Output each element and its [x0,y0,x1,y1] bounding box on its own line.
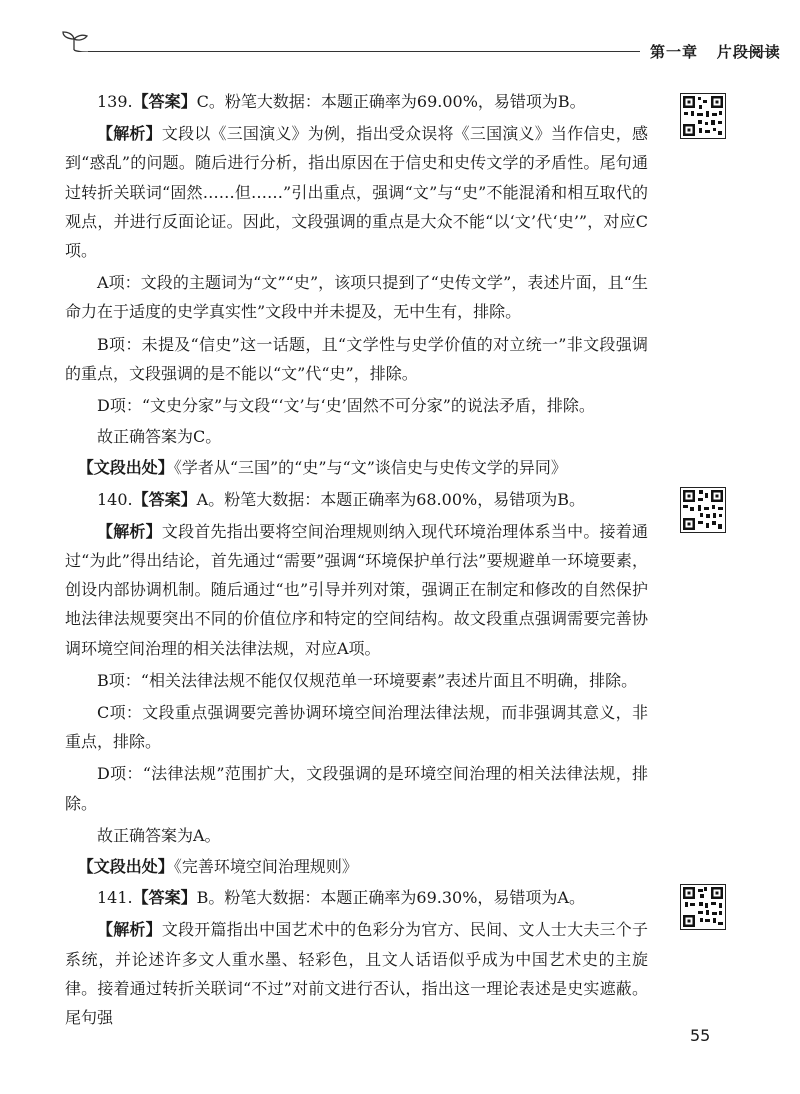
analysis-tag: 【解析】 [97,521,162,541]
qr-code-icon[interactable] [680,884,726,930]
qr-code-icon[interactable] [680,487,726,533]
q139-answer [65,87,648,116]
q139-option-a: A项：文段的主题词为“文”“史”，该项只提到了“史传文学”，表述片面，且“生命力在于适度的史学真实性”文段中并未提及，无中生有，排除。 [65,273,648,322]
q140-source-text: 《完善环境空间治理规则》 [173,857,358,877]
q140-answer [65,485,648,514]
q139-option-b: B项：未提及“信史”这一话题，且“文学性与史学价值的对立统一”非文段强调的重点，文段强调的是不能以“文”代“史”，排除。 [65,334,648,383]
q140-source [65,852,648,881]
q139-analysis-text: 文段以《三国演义》为例，指出受众误将《三国演义》当作信史，感到“惑乱”的问题。随后进行分析，指出原因在于信史和史传文学的矛盾性。尾句通过转折关联词“固然……但……”引出重点，强调“文”与“史”不能混淆和相互取代的观点，并进行反面论证。因此，文段强调的重点是大众不能“以‘文’代‘史’”，对应C项。 [65,124,648,261]
answer-tag: 【答案】 [132,888,197,908]
q139-source [65,453,648,482]
q141-answer [65,883,648,912]
q139-number: 139. [97,92,133,111]
page-body [65,87,648,1035]
q140-option-d: D项：“法律法规”范围扩大，文段强调的是环境空间治理的相关法律法规，排除。 [65,764,648,813]
q140-number: 140. [97,489,133,509]
answer-tag: 【答案】 [132,489,197,509]
header-rule-left [88,51,640,52]
answer-tag: 【答案】 [132,92,197,111]
source-tag: 【文段出处】 [77,857,174,877]
q141-answer-text: B。粉笔大数据：本题正确率为69.30%，易错项为A。 [196,888,585,908]
analysis-tag: 【解析】 [97,920,162,940]
q141-number: 141. [97,888,133,908]
header-rule-right [746,51,778,52]
q139-source-text: 《学者从“三国”的“史”与“文”谈信史与史传文学的异同》 [173,458,567,478]
q140-option-b: B项：“相关法律法规不能仅仅规范单一环境要素”表述片面且不明确，排除。 [97,670,638,690]
q140-answer-text: A。粉笔大数据：本题正确率为68.00%，易错项为B。 [196,489,585,509]
q140-conclusion: 故正确答案为A。 [97,825,221,845]
sprout-icon [60,30,90,52]
source-tag: 【文段出处】 [77,458,174,478]
analysis-tag: 【解析】 [97,124,162,144]
q139-option-d: D项：“文史分家”与文段“‘文’与‘史’固然不可分家”的说法矛盾，排除。 [97,396,595,416]
q141-analysis [65,915,648,1032]
q139-answer-text: C。粉笔大数据：本题正确率为69.00%，易错项为B。 [196,92,586,111]
qr-code-icon[interactable] [680,93,726,139]
q139-analysis [65,119,648,265]
q140-analysis-text: 文段首先指出要将空间治理规则纳入现代环境治理体系当中。接着通过“为此”得出结论，首先通过“需要”强调“环境保护单行法”要规避单一环境要素，创设内部协调机制。随后通过“也”引导并列对策，强调正在制定和修改的自然保护地法律法规要突出不同的价值位序和特定的空间结构。故文段重点强调需要完善协调环境空间治理的相关法律法规，对应A项。 [65,521,648,658]
section-label: 片段阅读 [716,43,781,61]
q141-analysis-text: 文段开篇指出中国艺术中的色彩分为官方、民间、文人士大夫三个子系统，并论述许多文人重水墨、轻彩色，且文人话语似乎成为中国艺术史的主旋律。接着通过转折关联词“不过”对前文进行否认，指出这一理论表述是史实遮蔽。尾句强 [65,920,648,1028]
q140-option-c: C项：文段重点强调要完善协调环境空间治理法律法规，而非强调其意义，非重点，排除。 [65,703,648,752]
page-number: 55 [690,1026,711,1045]
q140-analysis [65,517,648,663]
running-header [58,28,781,62]
chapter-label: 第一章 [650,43,699,61]
q139-conclusion: 故正确答案为C。 [97,427,222,447]
